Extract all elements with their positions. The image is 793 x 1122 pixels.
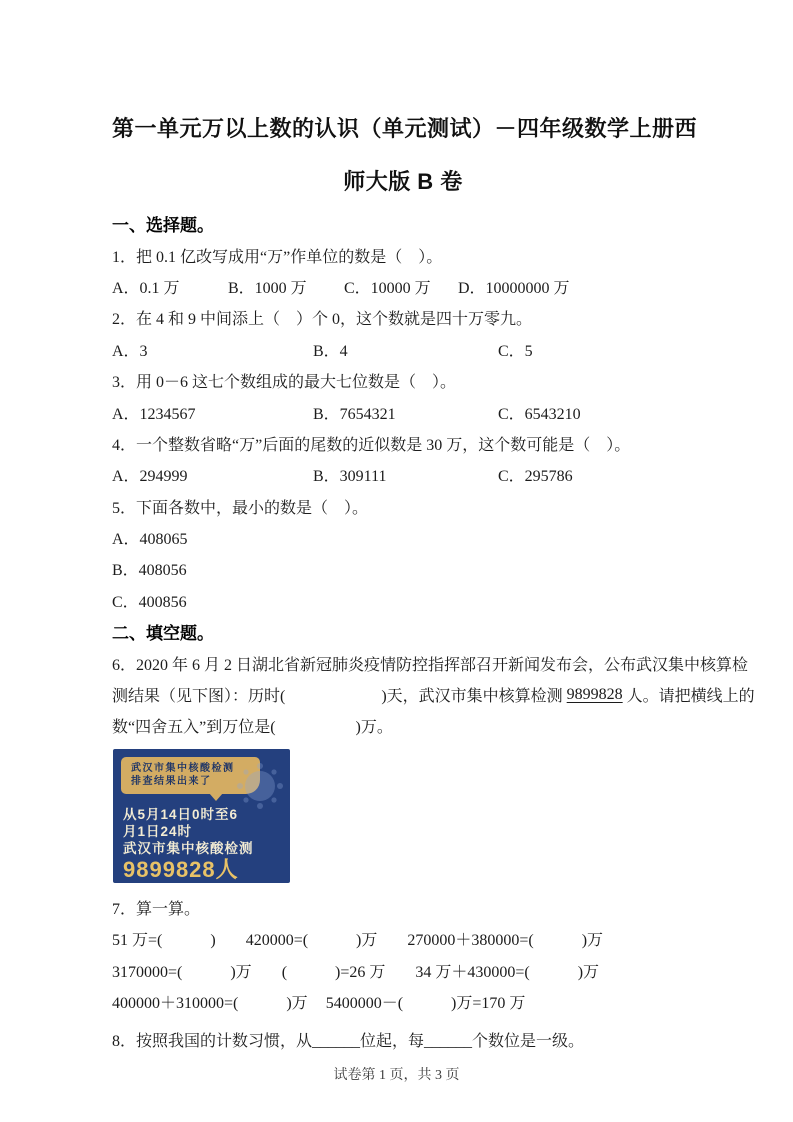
q1-option-a: A．0.1 万 <box>112 279 180 297</box>
q4-option-b: B．309111 <box>313 468 387 486</box>
q7-calc-3: 270000＋380000=( )万 <box>407 932 604 950</box>
figure-body-line-3: 武汉市集中核酸检测 <box>123 840 254 856</box>
q3-option-b: B．7654321 <box>313 405 396 423</box>
q7-calc-8: 5400000－( )万=170 万 <box>325 995 526 1012</box>
page-footer: 试卷第 1 页，共 3 页 <box>333 1068 460 1083</box>
q1-stem: 1．把 0.1 亿改写成用“万”作单位的数是（ ）。 <box>112 248 443 266</box>
page-title <box>112 0 698 208</box>
q1-option-c: C．10000 万 <box>344 279 431 297</box>
q2-option-b: B．4 <box>313 342 348 360</box>
q6-figure-covid-poster <box>113 749 290 883</box>
section-heading-choice: 一、选择题。 <box>112 216 214 236</box>
q7-row-3 <box>112 986 694 1017</box>
q7-calc-7: 400000＋310000=( )万 <box>112 995 308 1012</box>
q2-option-a: A．3 <box>112 342 148 360</box>
title-line-1: 第一单元万以上数的认识（单元测试）－四年级数学上册西 <box>112 116 698 141</box>
q2-stem: 2．在 4 和 9 中间添上（ ）个 0，这个数就是四十万零九。 <box>112 311 533 329</box>
q3-stem: 3．用 0－6 这七个数组成的最大七位数是（ ）。 <box>112 374 457 392</box>
q1-options <box>112 271 694 302</box>
q7-calc-2: 420000=( )万 <box>245 932 378 950</box>
q6-line-2 <box>112 679 755 710</box>
figure-tested-count: 9899828人 <box>123 856 239 882</box>
page-content <box>112 0 755 1056</box>
q7-calc-4: 3170000=( )万 <box>112 963 252 981</box>
q2-options <box>112 334 694 365</box>
q5-stem: 5．下面各数中，最小的数是（ ）。 <box>112 499 369 517</box>
q3-option-c: C．6543210 <box>498 405 581 423</box>
figure-body-line-2: 月1日24时 <box>123 823 193 839</box>
q6-line-2-post: 人。请把横线上的 <box>622 688 755 706</box>
q6-line-1: 6．2020 年 6 月 2 日湖北省新冠肺炎疫情防控指挥部召开新闻发布会，公布武汉集中核算检 <box>112 656 749 674</box>
q6-line-2-pre: 测结果（见下图）：历时( )天，武汉市集中核算检测 <box>112 688 567 706</box>
q5-option-c: C．400856 <box>112 593 187 611</box>
section-heading-fill-blank: 二、填空题。 <box>112 624 214 644</box>
q4-options <box>112 459 694 490</box>
q7-calc-1: 51 万=( ) <box>112 932 216 950</box>
q1-option-b: B．1000 万 <box>228 279 307 297</box>
q7-row-1 <box>112 923 694 954</box>
q6-line-3: 数“四舍五入”到万位是( )万。 <box>112 719 393 737</box>
q3-option-a: A．1234567 <box>112 405 196 423</box>
q5-option-a: A．408065 <box>112 531 188 549</box>
title-line-2: 师大版 B 卷 <box>343 169 463 194</box>
q4-option-a: A．294999 <box>112 468 188 486</box>
q7-calc-6: 34 万＋430000=( )万 <box>415 963 600 981</box>
q4-stem: 4．一个整数省略“万”后面的尾数的近似数是 30 万，这个数可能是（ ）。 <box>112 436 631 454</box>
q6-underlined-number: 9899828 <box>566 685 623 703</box>
q3-options <box>112 396 694 427</box>
figure-banner-line-1: 武汉市集中核酸检测 <box>131 762 235 774</box>
q4-option-c: C．295786 <box>498 468 573 486</box>
figure-body-line-1: 从5月14日0时至6 <box>123 806 239 822</box>
q7-row-2 <box>112 954 694 985</box>
figure-body <box>123 806 254 882</box>
q7-calc-5: ( )=26 万 <box>281 963 386 981</box>
q1-option-d: D．10000000 万 <box>458 279 570 297</box>
q5-option-b: B．408056 <box>112 562 187 580</box>
figure-banner-notch <box>209 793 223 801</box>
q7-heading: 7．算一算。 <box>112 900 201 918</box>
q2-option-c: C．5 <box>498 342 533 360</box>
q8-stem: 8．按照我国的计数习惯，从______位起，每______个数位是一级。 <box>112 1033 585 1051</box>
figure-banner-line-2: 排查结果出来了 <box>131 775 212 787</box>
